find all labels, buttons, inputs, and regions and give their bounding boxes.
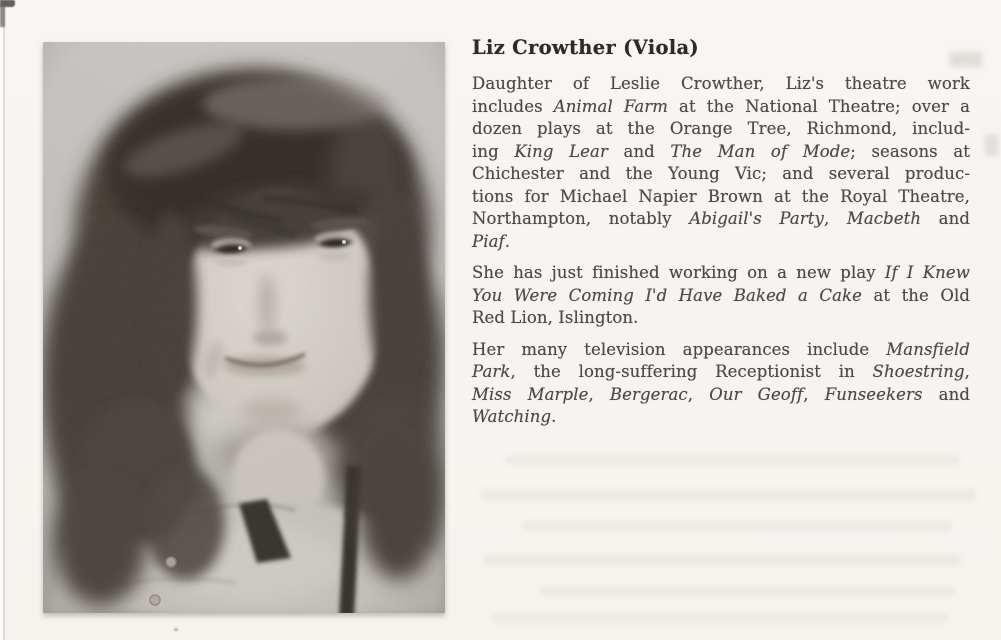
text-line: Chichester and the Young Vic; and several produc- <box>472 164 970 183</box>
bleed-through-ghosting <box>492 613 947 623</box>
portrait-photo <box>43 42 445 613</box>
text-line: Miss Marple, Bergerac, Our Geoff, Funseekers and <box>472 384 970 404</box>
scan-smudge <box>985 134 998 156</box>
bio-paragraph <box>472 73 970 253</box>
text-line: dozen plays at the Orange Tree, Richmond, includ- <box>472 119 970 138</box>
bio-paragraph <box>472 339 970 429</box>
scan-corner-mark <box>0 5 5 27</box>
portrait-illustration <box>43 42 445 613</box>
bleed-through-ghosting <box>483 554 961 566</box>
bleed-through-ghosting <box>540 586 955 596</box>
text-line: includes Animal Farm at the National Theatre; over a <box>472 96 971 116</box>
bio-paragraphs <box>472 73 970 429</box>
text-line: Piaf. <box>472 231 511 251</box>
text-line: She has just finished working on a new play If I Knew <box>472 263 970 282</box>
bleed-through-ghosting <box>522 521 952 531</box>
bio-paragraph <box>472 262 970 330</box>
text-line: Northampton, notably Abigail's Party, Macbeth and <box>472 209 970 228</box>
text-line: You Were Coming I'd Have Baked a Cake at the Old <box>472 285 970 305</box>
scan-speck <box>174 628 178 631</box>
biography-column <box>472 36 970 438</box>
text-line: ing King Lear and The Man of Mode; seasons at <box>472 141 970 161</box>
text-line: tions for Michael Napier Brown at the Royal Theatre, <box>472 186 970 206</box>
text-line: Her many television appearances include Mansfield <box>472 339 970 359</box>
scan-smudge <box>950 52 982 67</box>
text-line: Red Lion, Islington. <box>472 308 639 327</box>
text-line: Daughter of Leslie Crowther, Liz's theatre work <box>472 74 970 93</box>
bleed-through-ghosting <box>505 455 960 465</box>
text-line: Park, the long-suffering Receptionist in Shoestring, <box>472 362 970 381</box>
bleed-through-ghosting <box>481 489 976 501</box>
bio-heading: Liz Crowther (Viola) <box>472 36 699 59</box>
text-line: Watching. <box>472 407 557 426</box>
scan-edge-line <box>3 0 5 640</box>
